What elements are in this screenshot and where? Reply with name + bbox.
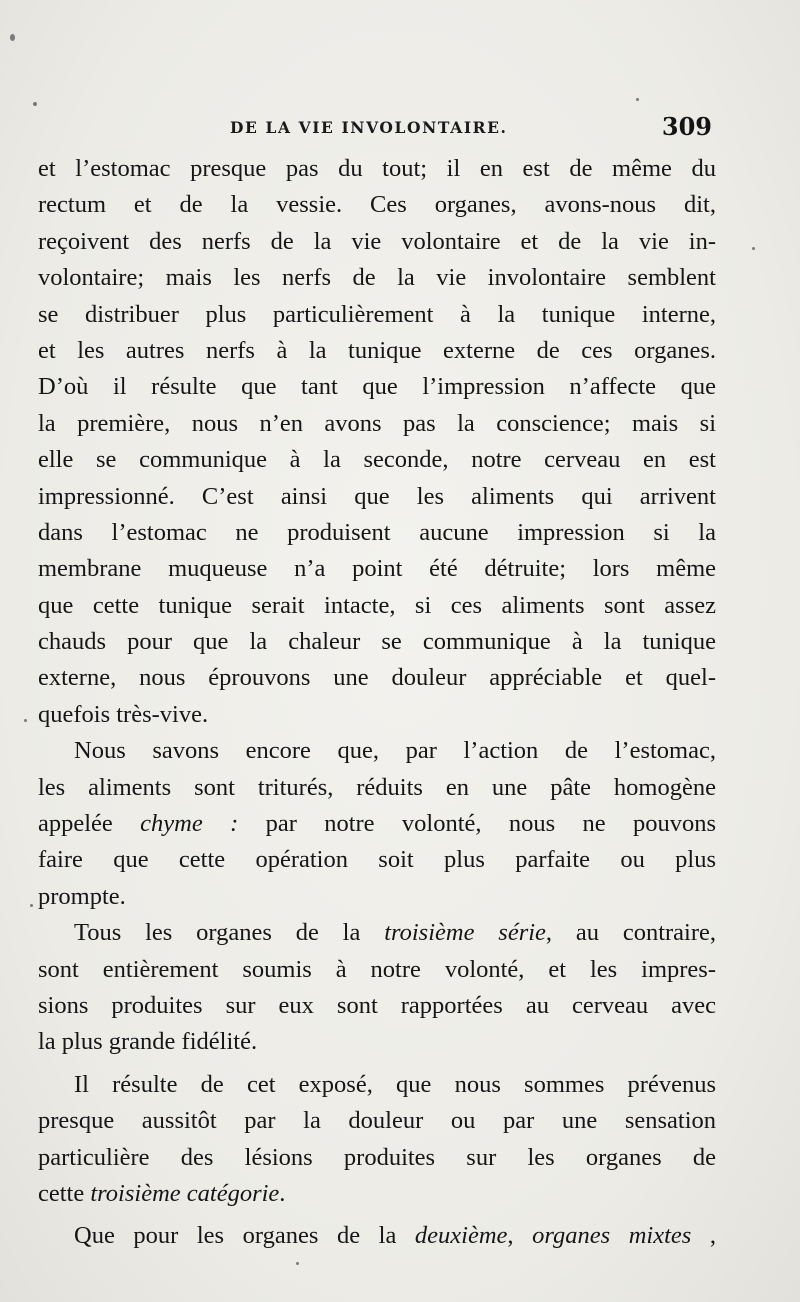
text-line — [38, 1176, 716, 1212]
text-run: , — [507, 1222, 533, 1250]
text-line: faire que cette opération soit plus parfaite ou plus — [38, 846, 716, 874]
text-run: Tous les organes de la — [74, 919, 385, 947]
text-run: par notre volonté, nous ne pouvons — [238, 810, 716, 838]
text-run: , — [691, 1222, 716, 1250]
italic-term: troisième catégorie — [90, 1179, 280, 1207]
text-line: les aliments sont triturés, réduits en une pâte homogène — [38, 773, 716, 801]
text-run: , au contraire, — [545, 919, 716, 947]
page-number: 309 — [661, 112, 712, 141]
text-line: la plus grande fidélité. — [38, 1028, 258, 1056]
paper-speck — [33, 102, 37, 106]
text-line: reçoivent des nerfs de la vie volontaire et de la vie in- — [38, 227, 716, 255]
text-line: la première, nous n’en avons pas la conscience; mais si — [38, 409, 716, 437]
text-line: elle se communique à la seconde, notre cerveau en est — [38, 446, 716, 474]
text-line: Nous savons encore que, par l’action de l’estomac, — [74, 737, 716, 765]
text-line — [38, 806, 716, 842]
text-run: cette — [38, 1179, 91, 1207]
running-head — [38, 112, 714, 148]
text-run: Que pour les organes de la — [74, 1222, 415, 1250]
paper-speck — [296, 1262, 299, 1265]
paper-speck — [24, 719, 27, 722]
text-line: rectum et de la vessie. Ces organes, avons-nous dit, — [38, 191, 716, 219]
text-run: appelée — [38, 810, 141, 838]
italic-term: chyme : — [140, 810, 239, 838]
text-line — [38, 1218, 716, 1254]
text-line: que cette tunique serait intacte, si ces aliments sont assez — [38, 591, 716, 619]
text-line — [38, 915, 716, 951]
text-line: et l’estomac presque pas du tout; il en est de même du — [38, 155, 716, 182]
italic-term: troisième série — [384, 919, 546, 947]
running-title: DE LA VIE INVOLONTAIRE. — [230, 118, 508, 137]
text-line: volontaire; mais les nerfs de la vie involontaire semblent — [38, 264, 716, 292]
text-line: se distribuer plus particulièrement à la tunique interne, — [38, 300, 716, 328]
text-line: dans l’estomac ne produisent aucune impression si la — [38, 518, 716, 546]
text-line: chauds pour que la chaleur se communique à la tunique — [38, 628, 716, 656]
text-line: prompte. — [38, 882, 126, 910]
text-line: sions produites sur eux sont rapportées au cerveau avec — [38, 991, 716, 1019]
text-line: quefois très-vive. — [38, 700, 209, 728]
text-line: sont entièrement soumis à notre volonté, et les impres- — [38, 955, 716, 983]
text-line: et les autres nerfs à la tunique externe de ces organes. — [38, 336, 716, 364]
paper-speck — [10, 34, 15, 41]
text-line: particulière des lésions produites sur les organes de — [38, 1143, 716, 1171]
text-line: D’où il résulte que tant que l’impression n’affecte que — [38, 373, 716, 401]
text-line: impressionné. C’est ainsi que les aliments qui arrivent — [38, 482, 716, 510]
italic-term: deuxième — [414, 1222, 508, 1250]
text-line: presque aussitôt par la douleur ou par une sensation — [38, 1107, 716, 1135]
text-line: externe, nous éprouvons une douleur appréciable et quel- — [38, 664, 716, 692]
text-line: membrane muqueuse n’a point été détruite; lors même — [38, 555, 716, 583]
body-text — [38, 151, 716, 1255]
paper-speck — [636, 98, 639, 101]
italic-term: organes mixtes — [532, 1222, 692, 1250]
paper-speck — [30, 904, 33, 907]
text-run: . — [279, 1179, 286, 1207]
text-line: Il résulte de cet exposé, que nous sommes prévenus — [74, 1070, 716, 1098]
paper-speck — [752, 247, 755, 250]
